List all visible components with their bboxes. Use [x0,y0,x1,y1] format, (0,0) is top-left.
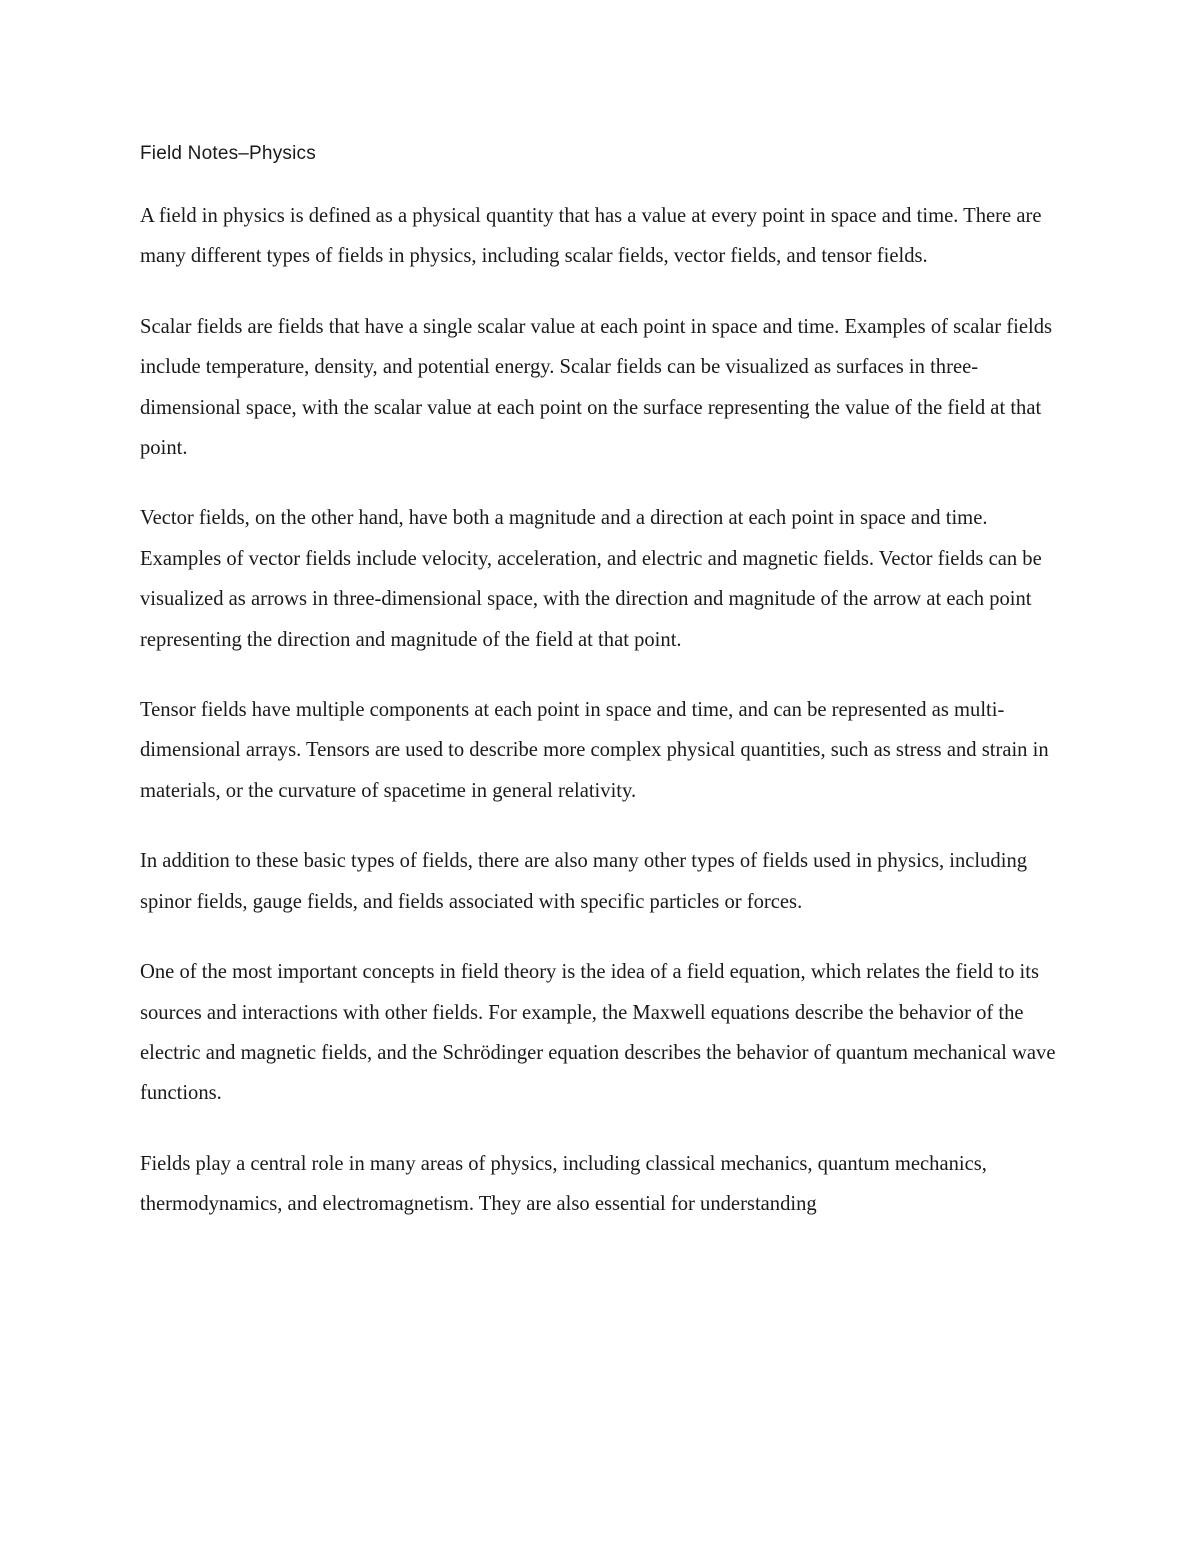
paragraph-other-fields: In addition to these basic types of fields, there are also many other types of fields used in physics, including spinor fields, gauge fields, and fields associated with specific particles or forces. [140,850,1028,913]
paragraph-central-role: Fields play a central role in many areas of physics, including classical mechanics, quantum mechanics, thermodynamics, and electromagnetism. They are also essential for understanding [140,1152,987,1216]
paragraph-tensor-fields: Tensor fields have multiple components at each point in space and time, and can be represented as multi-dimensional arrays. Tensors are used to describe more complex physical quantities, such as stress and strain in materials, or the curvature of spacetime in general relativity. [140,699,1049,802]
document-title: Field Notes–Physics [140,143,316,164]
paragraph-field-equations: One of the most important concepts in field theory is the idea of a field equation, which relates the field to its sources and interactions with other fields. For example, the Maxwell equations describe the behavior of the electric and magnetic fields, and the Schrödinger equation describes the behavior of quantum mechanical wave functions. [140,961,1056,1105]
paragraph-field-definition: A field in physics is defined as a physical quantity that has a value at every point in space and time. There are many different types of fields in physics, including scalar fields, vector fields, and tensor fields. [140,205,1042,268]
paragraph-vector-fields: Vector fields, on the other hand, have both a magnitude and a direction at each point in space and time. Examples of vector fields include velocity, acceleration, and electric and magnetic fields. Vector fields can be visualized as arrows in three-dimensional space, with the direction and magnitude of the arrow at each point representing the direction and magnitude of the field at that point. [140,507,1042,651]
document-body [140,196,1065,1255]
paragraph-scalar-fields: Scalar fields are fields that have a single scalar value at each point in space and time. Examples of scalar fields include temperature, density, and potential energy. Scalar fields can be visualized as surfaces in three-dimensional space, with the scalar value at each point on the surface representing the value of the field at that point. [140,315,1053,460]
